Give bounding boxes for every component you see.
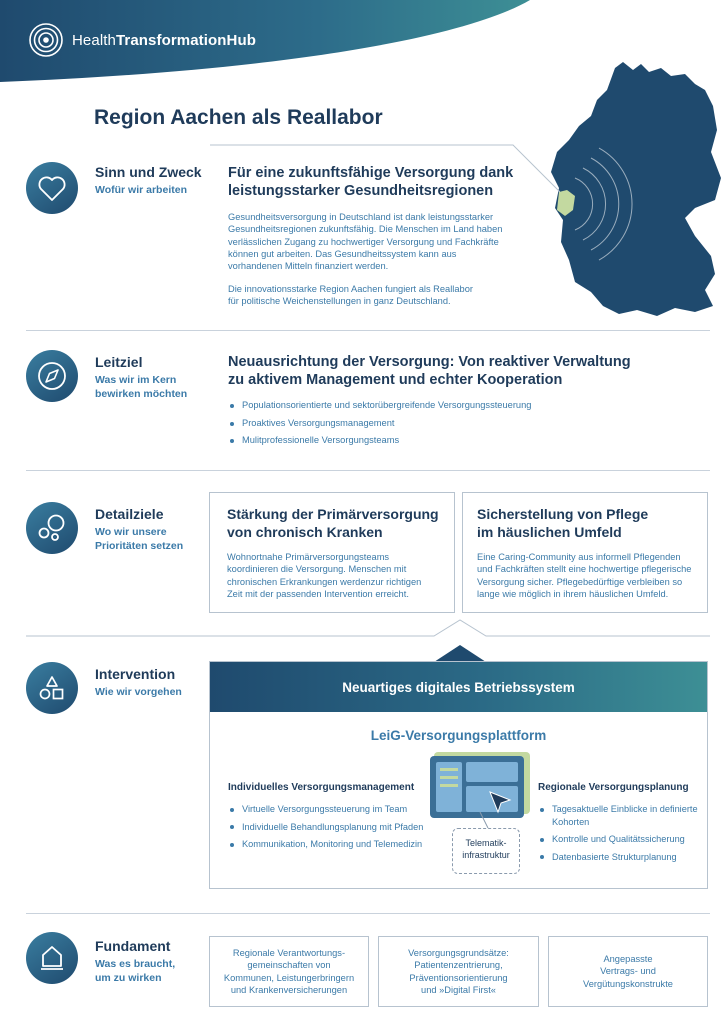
- detail-box-home-care: [462, 492, 708, 613]
- section-title-details: Detailziele: [95, 506, 164, 522]
- right-column-list: [538, 803, 703, 868]
- intervention-banner: [210, 662, 707, 712]
- compass-icon: [26, 350, 78, 402]
- left-column-list: [228, 803, 423, 856]
- goal-bullet-list: [228, 397, 531, 450]
- purpose-paragraph-1: Gesundheitsversorgung in Deutschland ist dank leistungsstarker Gesundheitsregionen zukunftsfähig. Die Menschen im Land haben verlässlichen Zugang zu hochwertiger Versorgung und Fachkräfte können gut arbeiten. Das Gesundheitssystem kann aus vorhandenen Mitteln finanziert werden.: [228, 212, 503, 272]
- section-title-intervention: Intervention: [95, 666, 176, 682]
- divider: [26, 913, 710, 914]
- logo[interactable]: [28, 22, 256, 58]
- list-item: Proaktives Versorgungsmanagement: [228, 415, 531, 433]
- detail-box-primary-care: [209, 492, 455, 613]
- purpose-paragraph-2: Die innovationsstarke Region Aachen fungiert als Reallabor für politische Weichenstellungen in ganz Deutschland.: [228, 284, 473, 307]
- list-item: Virtuelle Versorgungssteuerung im Team: [228, 803, 423, 816]
- divider: [26, 330, 710, 331]
- section-title-foundation: Fundament: [95, 938, 171, 954]
- section-title-purpose: Sinn und Zweck: [95, 164, 202, 180]
- notched-divider: [26, 618, 710, 662]
- left-column-title: Individuelles Versorgungsmanagement: [228, 782, 415, 793]
- list-item: Tagesaktuelle Einblicke in definierte Kohorten: [538, 803, 703, 828]
- list-item: Datenbasierte Strukturplanung: [538, 851, 703, 864]
- goal-headline: Neuausrichtung der Versorgung: Von reaktiver Verwaltung zu aktivem Management und echter Kooperation: [228, 354, 631, 388]
- detail-box-title: Stärkung der Primärversorgung von chronisch Kranken: [227, 506, 439, 540]
- circles-icon: [26, 502, 78, 554]
- section-subtitle-intervention: Wie wir vorgehen: [95, 686, 182, 698]
- platform-title: LeiG-Versorgungsplattform: [370, 728, 547, 743]
- banner-title: Neuartiges digitales Betriebssystem: [342, 680, 575, 695]
- intervention-box: [209, 661, 708, 889]
- telematik-label: Telematik- infrastruktur: [452, 828, 520, 874]
- section-title-goal: Leitziel: [95, 354, 143, 370]
- heart-icon: [26, 162, 78, 214]
- section-subtitle-purpose: Wofür wir arbeiten: [95, 184, 187, 196]
- shapes-icon: [26, 662, 78, 714]
- foundation-box: Versorgungsgrundsätze: Patientenzentrierung, Präventionsorientierung und »Digital First«: [378, 936, 539, 1007]
- house-icon: [26, 932, 78, 984]
- detail-box-title: Sicherstellung von Pflege im häuslichen Umfeld: [477, 506, 649, 540]
- list-item: Mulitprofessionelle Versorgungsteams: [228, 432, 531, 450]
- list-item: Populationsorientierte und sektorübergreifende Versorgungssteuerung: [228, 397, 531, 415]
- divider: [26, 470, 710, 471]
- section-subtitle-foundation: Was es braucht, um zu wirken: [95, 958, 176, 984]
- detail-box-text: Eine Caring-Community aus informell Pflegenden und Fachkräften stellt eine hochwertige pflegerische Versorgung sicher. Pflegebedürftige verbleiben so lange wie möglich in ihrem häuslichen Umfeld.: [477, 552, 692, 599]
- germany-map-icon: [545, 60, 722, 322]
- logo-text: HealthTransformationHub: [72, 31, 257, 49]
- foundation-box: Angepasste Vertrags- und Vergütungskonstrukte: [548, 936, 708, 1007]
- list-item: Individuelle Behandlungsplanung mit Pfaden: [228, 821, 423, 834]
- section-subtitle-details: Wo wir unsere Prioritäten setzen: [95, 526, 184, 552]
- page-title: Region Aachen als Reallabor: [94, 106, 383, 129]
- purpose-headline: Für eine zukunftsfähige Versorgung dank leistungsstarker Gesundheitsregionen: [228, 165, 514, 199]
- list-item: Kontrolle und Qualitätssicherung: [538, 833, 703, 846]
- detail-box-text: Wohnortnahe Primärversorgungsteams koordinieren die Versorgung. Menschen mit chronischen Erkrankungen werdenzur richtigen Zeit mit der passenden Intervention erreicht.: [227, 552, 422, 599]
- right-column-title: Regionale Versorgungsplanung: [538, 782, 689, 793]
- section-subtitle-goal: Was wir im Kern bewirken möchten: [95, 374, 188, 400]
- list-item: Kommunikation, Monitoring und Telemedizin: [228, 838, 423, 851]
- foundation-box: Regionale Verantwortungs- gemeinschaften von Kommunen, Leistungerbringern und Krankenversicherungen: [209, 936, 369, 1007]
- logo-rings-icon: [28, 22, 64, 58]
